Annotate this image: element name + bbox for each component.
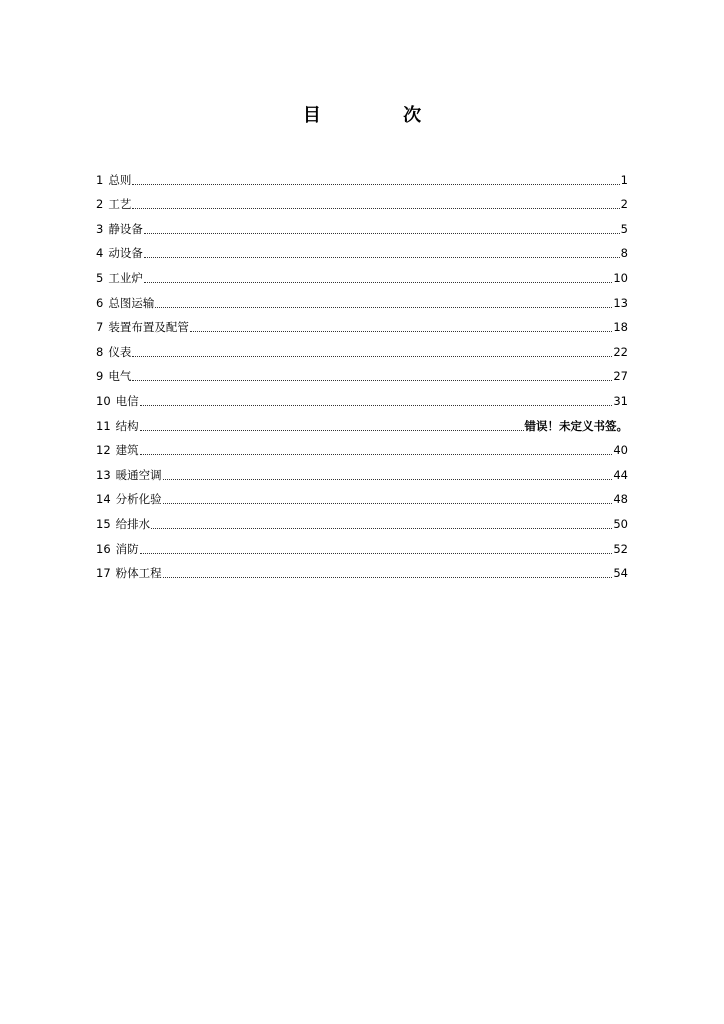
toc-entry-number: 5 bbox=[96, 270, 104, 285]
toc-entry-number: 8 bbox=[96, 344, 104, 359]
toc-entry[interactable] bbox=[96, 237, 628, 262]
toc-entry-page: 1 bbox=[620, 172, 628, 187]
toc-dot-leader bbox=[140, 442, 613, 458]
toc-entry-page: 31 bbox=[613, 393, 628, 408]
toc-entry-page: 22 bbox=[613, 344, 628, 359]
toc-entry-number: 17 bbox=[96, 566, 111, 581]
toc-entry-page: 40 bbox=[613, 443, 628, 458]
toc-entry-title: 总则 bbox=[108, 172, 132, 187]
toc-entry-number: 1 bbox=[96, 172, 104, 187]
toc-entry[interactable] bbox=[96, 311, 628, 336]
toc-entry-title: 工艺 bbox=[108, 197, 132, 212]
toc-entry-title: 动设备 bbox=[108, 246, 143, 261]
toc-entry-title: 建筑 bbox=[115, 443, 139, 458]
toc-entry-number: 9 bbox=[96, 369, 104, 384]
toc-dot-leader bbox=[144, 245, 620, 261]
toc-entry-page: 10 bbox=[613, 270, 628, 285]
toc-entry-page: 13 bbox=[613, 295, 628, 310]
toc-entry[interactable] bbox=[96, 557, 628, 582]
toc-entry[interactable] bbox=[96, 532, 628, 557]
toc-entry-title: 静设备 bbox=[108, 221, 143, 236]
toc-entry[interactable] bbox=[96, 458, 628, 483]
toc-dot-leader bbox=[144, 270, 613, 286]
toc-entry-number: 3 bbox=[96, 221, 104, 236]
toc-entry-title: 仪表 bbox=[108, 344, 132, 359]
toc-dot-leader bbox=[163, 565, 613, 581]
toc-entry[interactable] bbox=[96, 434, 628, 459]
toc-dot-leader bbox=[163, 491, 613, 507]
toc-dot-leader bbox=[144, 221, 620, 237]
toc-entry-page: 18 bbox=[613, 320, 628, 335]
toc-entry[interactable] bbox=[96, 360, 628, 385]
toc-entry-number: 7 bbox=[96, 320, 104, 335]
toc-entry-number: 2 bbox=[96, 197, 104, 212]
toc-entry[interactable] bbox=[96, 286, 628, 311]
toc-dot-leader bbox=[151, 516, 612, 532]
toc-entry-title: 装置布置及配管 bbox=[108, 320, 189, 335]
toc-entry[interactable] bbox=[96, 384, 628, 409]
toc-dot-leader bbox=[132, 344, 612, 360]
toc-entry-number: 13 bbox=[96, 467, 111, 482]
toc-entry-page: 2 bbox=[620, 197, 628, 212]
toc-entry-title: 给排水 bbox=[115, 516, 151, 531]
toc-entry[interactable] bbox=[96, 212, 628, 237]
toc-entry-number: 14 bbox=[96, 492, 111, 507]
toc-dot-leader bbox=[140, 541, 613, 557]
toc-entry-page: 44 bbox=[613, 467, 628, 482]
toc-entry-number: 4 bbox=[96, 246, 104, 261]
toc-entry-page: 48 bbox=[613, 492, 628, 507]
toc-dot-leader bbox=[190, 319, 613, 335]
toc-entry[interactable] bbox=[96, 483, 628, 508]
toc-dot-leader bbox=[140, 393, 613, 409]
toc-entry-number: 12 bbox=[96, 443, 111, 458]
toc-entry-title: 分析化验 bbox=[115, 492, 162, 507]
toc-entry-number: 11 bbox=[96, 418, 111, 433]
toc-dot-leader bbox=[132, 172, 619, 188]
toc-entry-title: 暖通空调 bbox=[115, 467, 162, 482]
table-of-contents bbox=[96, 163, 628, 581]
toc-entry-title: 工业炉 bbox=[108, 270, 143, 285]
toc-entry-title: 粉体工程 bbox=[115, 566, 162, 581]
toc-entry[interactable] bbox=[96, 261, 628, 286]
toc-entry[interactable] bbox=[96, 188, 628, 213]
toc-entry-number: 15 bbox=[96, 516, 111, 531]
toc-entry-title: 电气 bbox=[108, 369, 132, 384]
toc-entry[interactable] bbox=[96, 409, 628, 434]
toc-entry-page: 52 bbox=[613, 541, 628, 556]
toc-dot-leader bbox=[132, 196, 619, 212]
toc-entry-title: 结构 bbox=[115, 418, 139, 433]
toc-entry-number: 6 bbox=[96, 295, 104, 310]
toc-dot-leader bbox=[132, 368, 612, 384]
toc-entry[interactable] bbox=[96, 335, 628, 360]
page-title: 目 次 bbox=[302, 105, 460, 126]
toc-entry-title: 总图运输 bbox=[108, 295, 155, 310]
toc-entry-error-message: 错误！未定义书签。 bbox=[524, 418, 628, 433]
toc-dot-leader bbox=[155, 295, 612, 311]
toc-entry-page: 54 bbox=[613, 566, 628, 581]
toc-entry-title: 电信 bbox=[115, 393, 139, 408]
toc-entry-page: 5 bbox=[620, 221, 628, 236]
toc-entry-title: 消防 bbox=[115, 541, 139, 556]
toc-entry[interactable] bbox=[96, 507, 628, 532]
toc-entry-number: 16 bbox=[96, 541, 111, 556]
toc-entry-page: 27 bbox=[613, 369, 628, 384]
toc-entry-page: 8 bbox=[620, 246, 628, 261]
toc-entry[interactable] bbox=[96, 163, 628, 188]
toc-entry-page: 50 bbox=[613, 516, 628, 531]
toc-dot-leader bbox=[140, 418, 524, 434]
toc-entry-number: 10 bbox=[96, 393, 111, 408]
toc-dot-leader bbox=[163, 467, 613, 483]
